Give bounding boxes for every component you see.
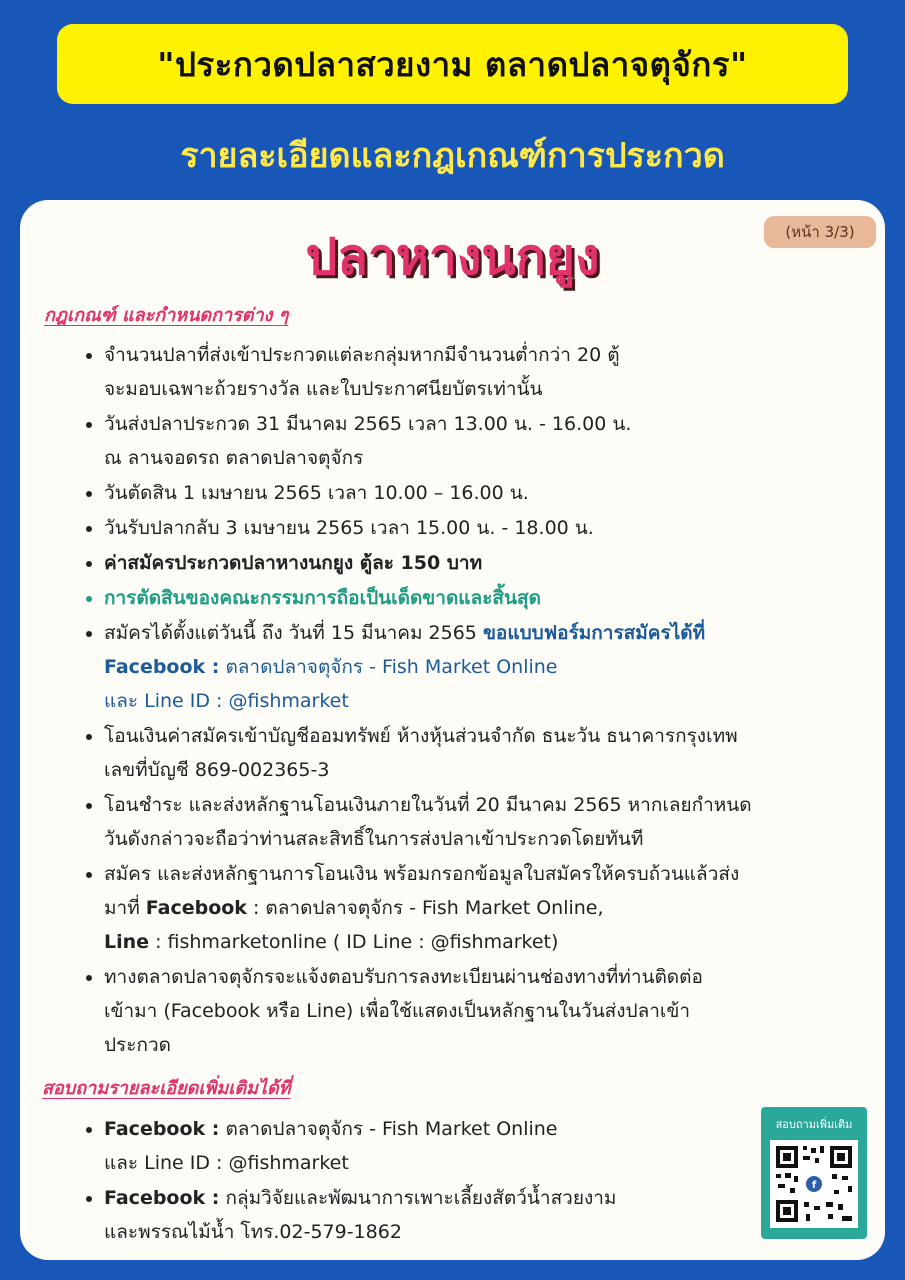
facebook-label: Facebook : [104,1187,220,1209]
rule-text: มาที่ [104,897,146,919]
rule-text: สมัครได้ตั้งแต่วันนี้ ถึง วันที่ 15 มีนาคม 2565 [104,622,483,644]
phone-text: และพรรณไม้น้ำ โทร.02-579-1862 [104,1221,402,1243]
rule-text: เข้ามา (Facebook หรือ Line) เพื่อใช้แสดงเป็นหลักฐานในวันส่งปลาเข้า [104,1000,691,1022]
rule-text: วันดังกล่าวจะถือว่าท่านสละสิทธิ์ในการส่งปลาเข้าประกวดโดยทันที [104,828,644,850]
line-id-link[interactable]: และ Line ID : @fishmarket [104,690,349,712]
rule-text: โอนชำระ และส่งหลักฐานโอนเงินภายในวันที่ 20 มีนาคม 2565 หากเลยกำหนด [104,794,752,816]
qr-code-card[interactable] [761,1107,867,1239]
svg-text:f: f [811,1180,817,1191]
list-item [104,788,894,856]
page-number-badge: (หน้า 3/3) [764,216,876,248]
rule-text: วันตัดสิน 1 เมษายน 2565 เวลา 10.00 – 16.00 น. [104,482,529,504]
rule-text: โอนเงินค่าสมัครเข้าบัญชีออมทรัพย์ ห้างหุ้นส่วนจำกัด ธนะวัน ธนาคารกรุงเทพ [104,725,738,747]
line-label: Line [104,931,150,953]
rule-text: จำนวนปลาที่ส่งเข้าประกวดแต่ละกลุ่มหากมีจำนวนต่ำกว่า 20 ตู้ [104,344,620,366]
rule-text: วันรับปลากลับ 3 เมษายน 2565 เวลา 15.00 น. - 18.00 น. [104,517,594,539]
rule-text: ทางตลาดปลาจตุจักรจะแจ้งตอบรับการลงทะเบียนผ่านช่องทางที่ท่านติดต่อ [104,966,703,988]
list-item [104,407,894,475]
category-heading: ปลาหางนกยูง [305,228,600,286]
facebook-label: Facebook : [104,1118,220,1140]
rule-text: การตัดสินของคณะกรรมการถือเป็นเด็ดขาดและสิ้นสุด [104,587,541,609]
account-number: เลขที่บัญชี 869-002365-3 [104,759,330,781]
page-subtitle: รายละเอียดและกฎเกณฑ์การประกวด [180,136,725,176]
contact-section-title: สอบถามรายละเอียดเพิ่มเติมได้ที่ [42,1078,291,1099]
rule-text: จะมอบเฉพาะถ้วยรางวัล และใบประกาศนียบัตรเท่านั้น [104,378,543,400]
form-request-text: ขอแบบฟอร์มการสมัครได้ที่ [482,622,706,644]
rule-text: ประกวด [104,1034,171,1056]
list-item-judging [104,581,894,615]
title-banner [57,24,848,104]
facebook-link[interactable]: : ตลาดปลาจตุจักร - Fish Market Online, [246,897,604,919]
contact-list [82,1112,744,1250]
list-item [104,338,894,406]
page-title: "ประกวดปลาสวยงาม ตลาดปลาจตุจักร" [157,44,748,84]
rule-text: สมัคร และส่งหลักฐานการโอนเงิน พร้อมกรอกข้อมูลใบสมัครให้ครบถ้วนแล้วส่ง [104,863,740,885]
facebook-link[interactable]: ตลาดปลาจตุจักร - Fish Market Online [219,1118,558,1140]
list-item [104,616,894,718]
list-item [104,719,894,787]
qr-label: สอบถามเพิ่มเติม [775,1118,853,1131]
list-item-fee [104,546,894,580]
list-item [104,1181,744,1249]
list-item [104,1112,744,1180]
rule-text: วันส่งปลาประกวด 31 มีนาคม 2565 เวลา 13.00 น. - 16.00 น. [104,413,632,435]
content-card [20,200,885,1260]
line-id-link[interactable]: และ Line ID : @fishmarket [104,1152,349,1174]
facebook-link[interactable]: กลุ่มวิจัยและพัฒนาการเพาะเลี้ยงสัตว์น้ำสวยงาม [219,1187,617,1209]
list-item [104,476,894,510]
facebook-label: Facebook [145,897,247,919]
facebook-label: Facebook : [104,656,220,678]
rules-section-title: กฎเกณฑ์ และกำหนดการต่าง ๆ [44,305,289,326]
list-item [104,960,894,1062]
line-link[interactable]: : fishmarketonline ( ID Line : @fishmarket) [149,931,559,953]
rules-list [82,338,894,1063]
list-item [104,857,894,959]
list-item [104,511,894,545]
rule-text: ค่าสมัครประกวดปลาหางนกยูง ตู้ละ 150 บาท [104,552,483,574]
rule-text: ณ ลานจอดรถ ตลาดปลาจตุจักร [104,447,364,469]
qr-code-icon [770,1140,858,1228]
qr-code-graphic [770,1140,858,1228]
facebook-link[interactable]: ตลาดปลาจตุจักร - Fish Market Online [219,656,558,678]
